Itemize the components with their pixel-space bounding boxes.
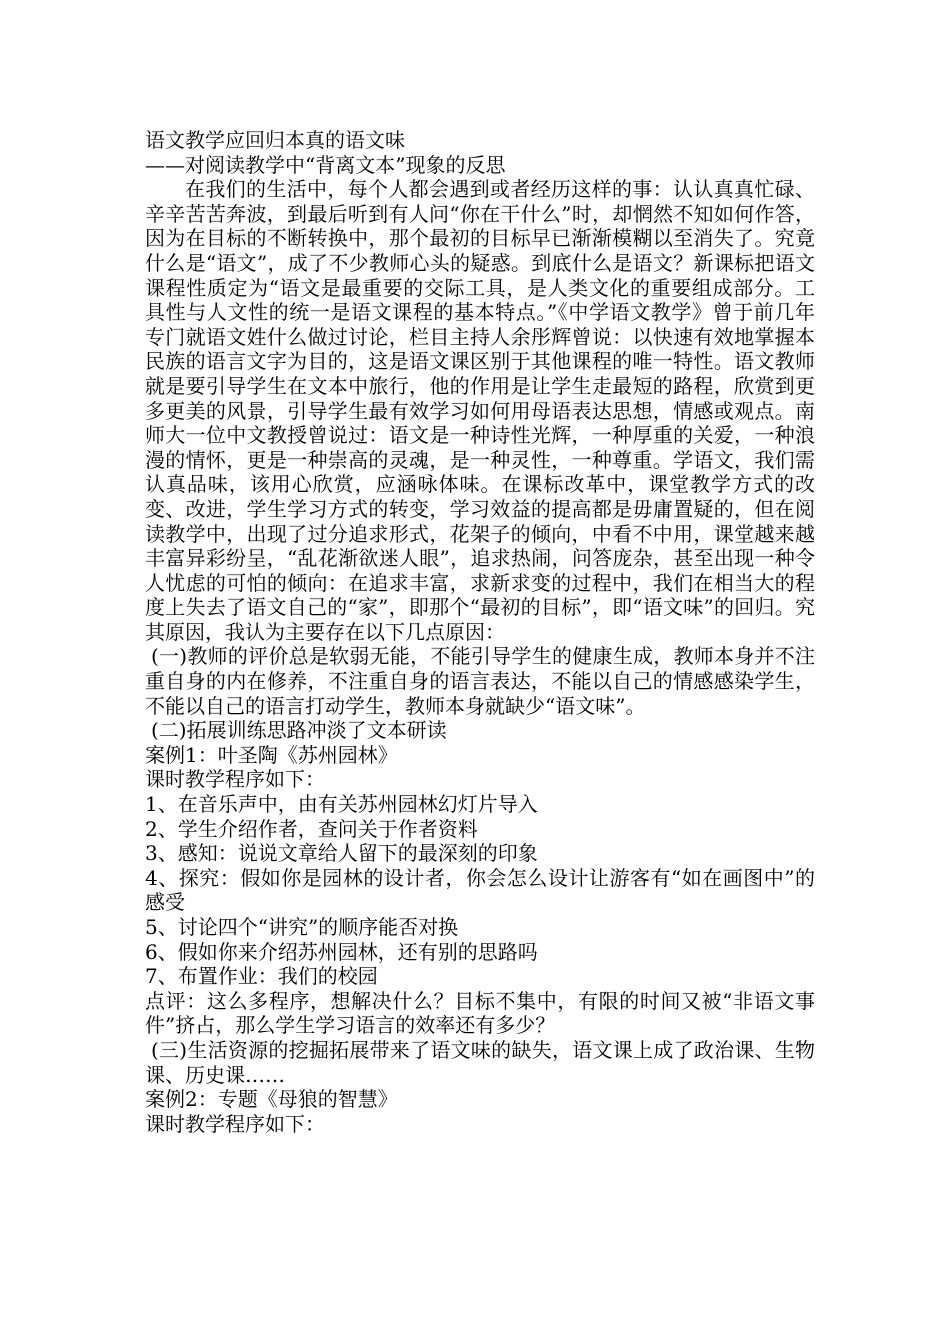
case-1-step: 2、学生介绍作者，查问关于作者资料 — [145, 816, 478, 841]
case-2-intro: 课时教学程序如下： — [145, 1111, 325, 1136]
comment-1-paragraph: 点评：这么多程序，想解决什么？目标不集中，有限的时间又被“非语文事件”挤占，那么学生学习语言的效率还有多少？ — [145, 988, 815, 1038]
reason-3-paragraph: (三)生活资源的挖掘拓展带来了语文味的缺失，语文课上成了政治课、生物课、历史课…… — [145, 1037, 815, 1087]
case-1-step: 3、感知：说说文章给人留下的最深刻的印象 — [145, 841, 538, 866]
case-1-step: 4、探究：假如你是园林的设计者，你会怎么设计让游客有“如在画图中”的感受 — [145, 865, 815, 915]
intro-paragraph: 在我们的生活中，每个人都会遇到或者经历这样的事：认认真真忙碌、辛辛苦苦奔波，到最后听到有人问“你在干什么”时，却惘然不知如何作答，因为在目标的不断转换中，那个最初的目标早已渐渐模糊以至消失了。究竟什么是“语文”，成了不少教师心头的疑惑。到底什么是语文？新课标把语文课程性质定为“语文是最重要的交际工具，是人类文化的重要组成部分。工具性与人文性的统一是语文课程的基本特点。”《中学语文教学》曾于前几年专门就语文姓什么做过讨论，栏目主持人余彤辉曾说：以快速有效地掌握本民族的语言文字为目的，这是语文课区别于其他课程的唯一特性。语文教师就是要引导学生在文本中旅行，他的作用是让学生走最短的路程，欣赏到更多更美的风景，引导学生最有效学习如何用母语表达思想，情感或观点。南师大一位中文教授曾说过：语文是一种诗性光辉，一种厚重的关爱，一种浪漫的情怀，更是一种崇高的灵魂，是一种灵性，一种尊重。学语文，我们需认真品味，该用心欣赏，应涵咏体味。在课标改革中，课堂教学方式的改变、改进，学生学习方式的转变，学习效益的提高都是毋庸置疑的，但在阅读教学中，出现了过分追求形式，花架子的倾向，中看不中用，课堂越来越丰富异彩纷呈，“乱花渐欲迷人眼”，追求热闹，问答庞杂，甚至出现一种令人忧虑的可怕的倾向：在追求丰富，求新求变的过程中，我们在相当大的程度上失去了语文自己的“家”，即那个“最初的目标”，即“语文味”的回归。究其原因，我认为主要存在以下几点原因： — [145, 177, 815, 644]
reason-1-paragraph: (一)教师的评价总是软弱无能，不能引导学生的健康生成，教师本身并不注重自身的内在修养，不注重自身的语言表达，不能以自己的情感感染学生，不能以自己的语言打动学生，教师本身就缺少“语文味”。 — [145, 644, 815, 718]
case-1-step: 5、讨论四个“讲究”的顺序能否对换 — [145, 915, 459, 939]
reason-2-heading: (二)拓展训练思路冲淡了文本研读 — [151, 718, 447, 743]
case-1-title: 案例1：叶圣陶《苏州园林》 — [145, 742, 398, 767]
case-1-intro: 课时教学程序如下： — [145, 767, 325, 792]
case-1-step: 6、假如你来介绍苏州园林，还有别的思路吗 — [145, 939, 538, 964]
case-1-step: 1、在音乐声中，由有关苏州园林幻灯片导入 — [145, 792, 538, 817]
case-1-step: 7、布置作业：我们的校园 — [145, 964, 378, 989]
document-subtitle: ——对阅读教学中“背离文本”现象的反思 — [145, 152, 506, 177]
document-title: 语文教学应回归本真的语文味 — [145, 128, 405, 152]
case-2-title: 案例2：专题《母狼的智慧》 — [145, 1087, 398, 1112]
document-page — [145, 128, 815, 1136]
